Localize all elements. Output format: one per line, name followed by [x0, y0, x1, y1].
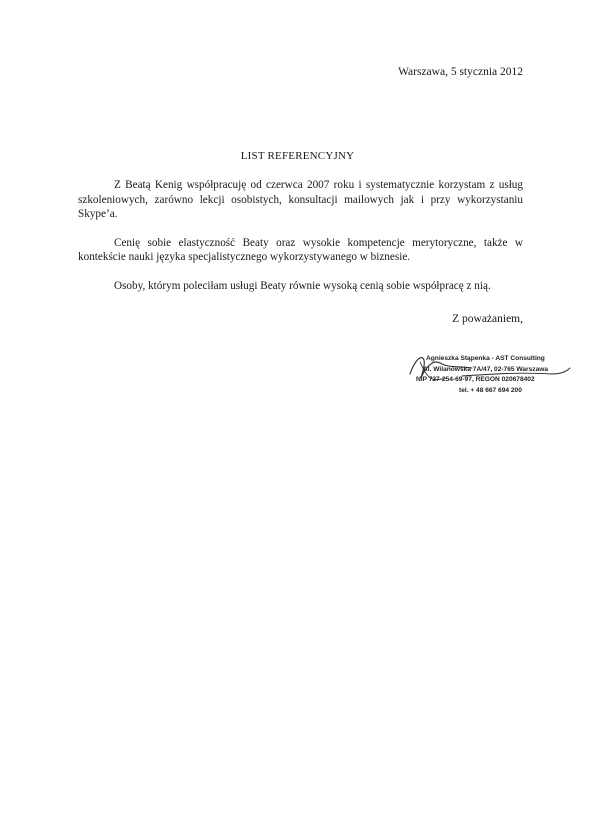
stamp-line-name: Agnieszka Stąpenka - AST Consulting: [426, 355, 545, 362]
paragraph-3: Osoby, którym poleciłam usługi Beaty równie wysoką cenią sobie współpracę z nią.: [114, 279, 491, 292]
letter-body: [78, 178, 523, 307]
paragraph-2: Cenię sobie elastyczność Beaty oraz wysokie kompetencje merytoryczne, także w kontekście nauki języka specjalistycznego wykorzystywanego w biznesie.: [78, 236, 523, 263]
stamp-line-ids: NIP 727-254-69-97, REGON 020678402: [416, 376, 535, 383]
stamp-line-phone: tel. + 48 667 694 200: [459, 386, 522, 394]
letter-title: LIST REFERENCYJNY: [240, 150, 355, 162]
letter-closing: Z poważaniem,: [452, 313, 523, 325]
handwritten-signature: [402, 352, 572, 408]
paragraph-1: Z Beatą Kenig współpracuję od czerwca 2007 roku i systematycznie korzystam z usług szkoleniowych, zarówno lekcji osobistych, konsultacji mailowych jak i przy wykorzystaniu Skype’a.: [78, 179, 523, 220]
stamp-line-address: Al. Wilanowska 7A/47, 02-765 Warszawa: [423, 365, 549, 373]
letter-date: Warszawa, 5 stycznia 2012: [398, 66, 523, 78]
company-stamp: [402, 352, 572, 408]
